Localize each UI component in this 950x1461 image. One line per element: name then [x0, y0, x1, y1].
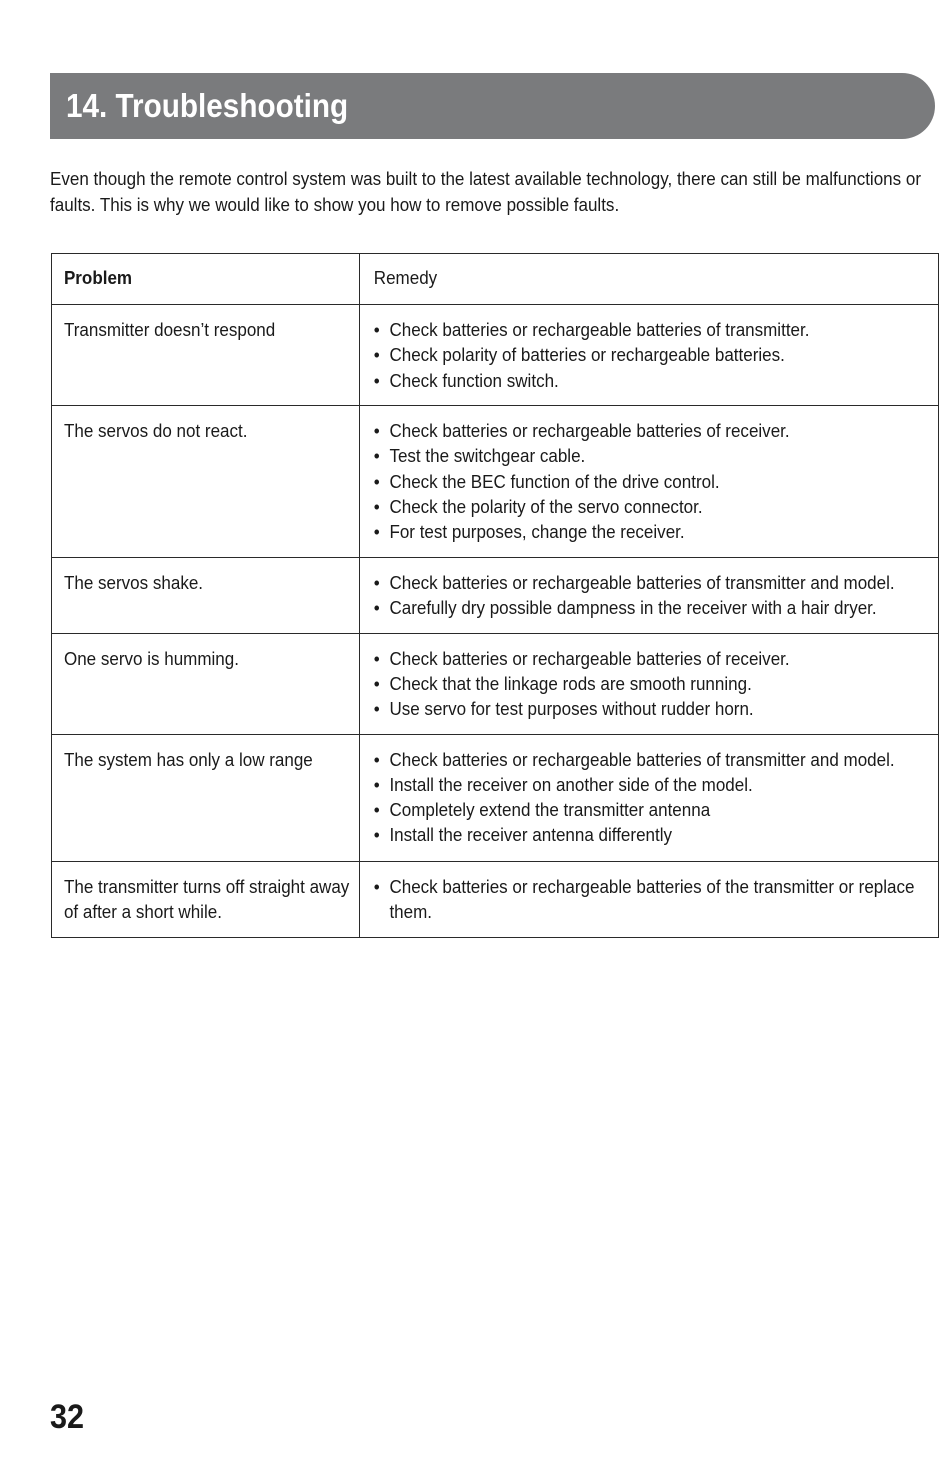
column-header-problem: Problem	[63, 267, 133, 288]
column-header-remedy: Remedy	[373, 267, 438, 288]
remedy-cell	[360, 406, 939, 558]
remedy-item: • Use servo for test purposes without rudder horn.	[374, 696, 883, 721]
remedy-list	[374, 317, 883, 393]
problem-cell	[52, 406, 360, 558]
section-title: 14. Troubleshooting	[66, 87, 349, 124]
remedy-cell	[360, 861, 939, 937]
table-row	[52, 406, 939, 558]
remedy-cell	[360, 305, 939, 406]
remedy-item: • Check batteries or rechargeable batteries of transmitter and model.	[374, 570, 883, 595]
table-header-row	[52, 254, 939, 305]
remedy-cell	[360, 734, 939, 861]
remedy-item: • Check the polarity of the servo connector.	[374, 494, 883, 519]
remedy-item: • Check the BEC function of the drive control.	[374, 469, 883, 494]
problem-text: One servo is humming.	[63, 647, 239, 669]
section-header-bar	[50, 73, 935, 139]
remedy-item: • Check batteries or rechargeable batteries of transmitter.	[374, 317, 883, 342]
remedy-item-line: them.	[389, 900, 433, 922]
intro-paragraph	[50, 166, 922, 218]
table-row	[52, 558, 939, 634]
remedy-item: • Carefully dry possible dampness in the receiver with a hair dryer.	[374, 595, 883, 620]
problem-cell	[52, 558, 360, 634]
remedy-list	[374, 570, 895, 621]
page-number: 32	[50, 1398, 85, 1436]
problem-cell	[52, 861, 360, 937]
remedy-item: • Check batteries or rechargeable batteries of receiver.	[374, 646, 883, 671]
remedy-item: • Check polarity of batteries or rechargeable batteries.	[374, 342, 883, 367]
remedy-item: • Check batteries or rechargeable batteries of transmitter and model.	[374, 747, 883, 772]
table-row	[52, 734, 939, 861]
remedy-item: • Completely extend the transmitter antenna	[374, 797, 883, 822]
remedy-item: • Install the receiver on another side of the model.	[374, 772, 883, 797]
intro-line: Even though the remote control system was built to the latest available technology, there can still be malfunctions or	[50, 168, 922, 189]
table-row	[52, 633, 939, 734]
problem-cell	[52, 633, 360, 734]
table-row	[52, 305, 939, 406]
remedy-cell	[360, 633, 939, 734]
remedy-item-line: • Check batteries or rechargeable batteries of the transmitter or replace	[389, 875, 915, 897]
remedy-item: • Install the receiver antenna differently	[374, 822, 883, 847]
remedy-item: • Check function switch.	[374, 368, 883, 393]
intro-line: faults. This is why we would like to show you how to remove possible faults.	[50, 194, 620, 215]
problem-text-line: The transmitter turns off straight away	[63, 875, 350, 897]
problem-text-line: of after a short while.	[63, 900, 222, 922]
header-cell-problem	[52, 254, 360, 305]
remedy-list	[374, 747, 895, 848]
remedy-item: • Test the switchgear cable.	[374, 443, 883, 468]
problem-text	[52, 862, 350, 937]
remedy-list	[374, 874, 915, 925]
troubleshooting-table	[51, 253, 939, 938]
remedy-cell	[360, 558, 939, 634]
problem-text: The servos shake.	[63, 572, 204, 593]
problem-cell	[52, 305, 360, 406]
remedy-item: • Check that the linkage rods are smooth running.	[374, 671, 883, 696]
table-row	[52, 861, 939, 937]
header-cell-remedy	[360, 254, 939, 305]
problem-text: Transmitter doesn’t respond	[63, 319, 276, 340]
remedy-item: • Check batteries or rechargeable batteries of receiver.	[374, 418, 883, 443]
remedy-item	[374, 874, 915, 925]
remedy-list	[374, 418, 883, 544]
problem-text: The system has only a low range	[63, 748, 313, 770]
problem-cell	[52, 734, 360, 861]
problem-text: The servos do not react.	[63, 420, 248, 441]
remedy-list	[374, 646, 883, 722]
remedy-item: • For test purposes, change the receiver.	[374, 519, 883, 544]
